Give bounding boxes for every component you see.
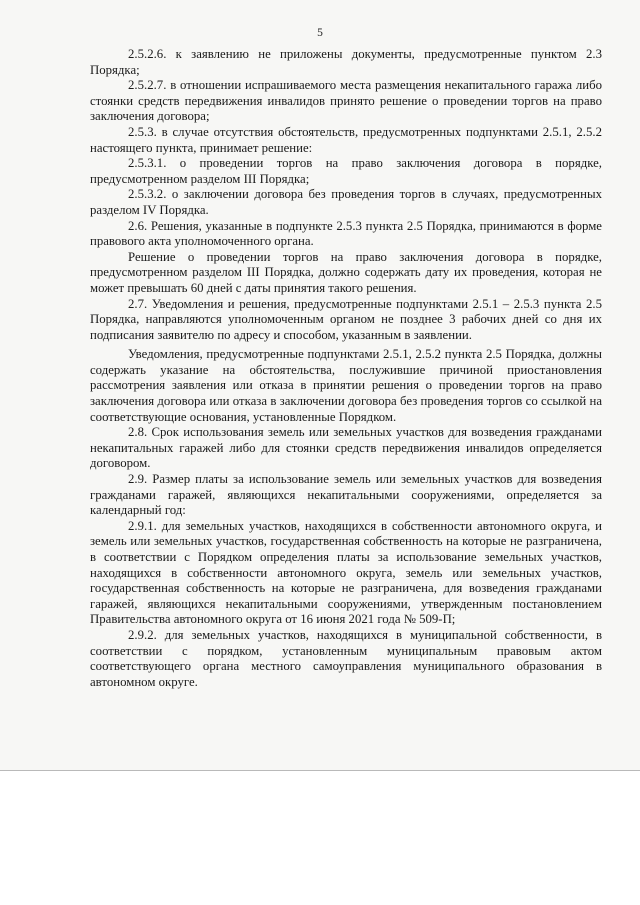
page-number: 5 [317,27,323,39]
paragraph-2-5-3-1: 2.5.3.1. о проведении торгов на право заключения договора в порядке, предусмотренном разделом III Порядка; [90,156,602,186]
paragraph-2-9-1: 2.9.1. для земельных участков, находящихся в собственности автономного округа, и земель или земельных участков, государственная собственность на которые не разграничена, в соответствии с Порядком определения платы за использование земельных участков, находящихся в собственности автономного округа, земель или земельных участков, государственная собственность на которые не разграничена, для возведения гражданами гаражей, являющихся некапитальными сооружениями, утвержденным постановлением Правительства автономного округа от 16 июня 2021 года № 509-П; [90,518,602,627]
blank-background [0,771,640,905]
paragraph-2-8: 2.8. Срок использования земель или земельных участков для возведения гражданами некапитальных гаражей либо для стоянки средств передвижения инвалидов определяется договором. [90,425,602,471]
paragraph-2-5-2-6: 2.5.2.6. к заявлению не приложены документы, предусмотренные пунктом 2.3 Порядка; [90,47,602,77]
paragraph-2-7: 2.7. Уведомления и решения, предусмотренные подпунктами 2.5.1 – 2.5.3 пункта 2.5 Порядка, направляются уполномоченным органом не позднее 3 рабочих дней со дня их подписания заявителю по адресу и способом, указанным в заявлении. [90,296,602,342]
paragraph-2-9: 2.9. Размер платы за использование земель или земельных участков для возведения гражданами гаражей, являющихся некапитальными сооружениями, определяется за календарный год: [90,472,602,518]
paragraph-2-5-2-7: 2.5.2.7. в отношении испрашиваемого места размещения некапитального гаража либо стоянки средств передвижения инвалидов принято решение о проведении торгов на право заключения договора; [90,78,602,124]
document-body [90,47,602,690]
paragraph-2-5-3-2: 2.5.3.2. о заключении договора без проведения торгов в случаях, предусмотренных разделом IV Порядка. [90,187,602,217]
paragraph-2-5-3: 2.5.3. в случае отсутствия обстоятельств, предусмотренных подпунктами 2.5.1, 2.5.2 настоящего пункта, принимает решение: [90,124,602,155]
paragraph-2-9-2: 2.9.2. для земельных участков, находящихся в муниципальной собственности, в соответствии с порядком, установленным муниципальным правовым актом соответствующего органа местного самоуправления муниципального образования в автономном округе. [90,627,602,689]
paragraph-2-7-notifications: Уведомления, предусмотренные подпунктами 2.5.1, 2.5.2 пункта 2.5 Порядка, должны содержать указание на обстоятельства, послужившие причиной приостановления рассмотрения заявления или отказа в принятии решения о проведении торгов на право заключения договора или отказа в заключении договора без проведения торгов со ссылкой на соответствующие основания, установленные Порядком. [90,347,602,424]
paragraph-2-6: 2.6. Решения, указанные в подпункте 2.5.3 пункта 2.5 Порядка, принимаются в форме правового акта уполномоченного органа. [90,218,602,249]
paragraph-2-6-decision: Решение о проведении торгов на право заключения договора в порядке, предусмотренном разделом III Порядка, должно содержать дату их проведения, которая не может превышать 60 дней с даты принятия такого решения. [90,249,602,295]
